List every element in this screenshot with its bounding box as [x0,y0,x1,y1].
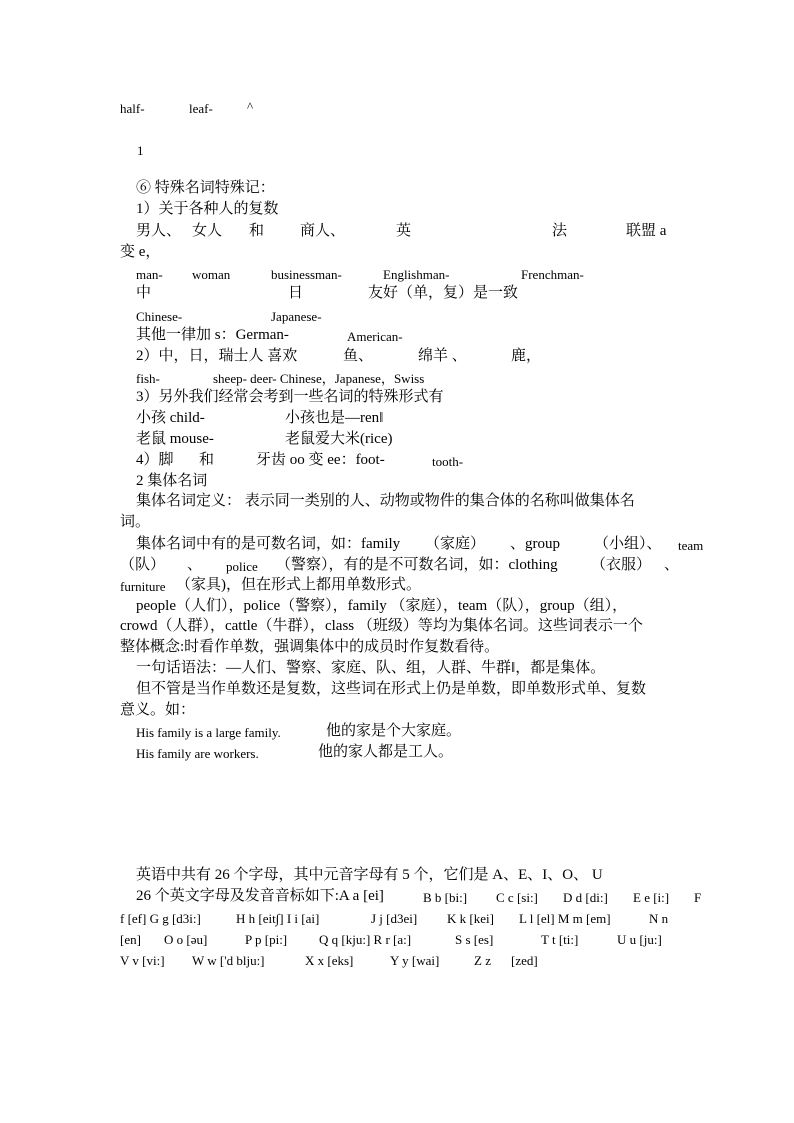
section-heading: ⑥ 特殊名词特殊记： [136,180,275,196]
text-segment: 法 [552,223,568,239]
text-segment: V v [vi:] [120,953,165,968]
text-segment: T t [ti:] [541,932,579,947]
text-segment: 和 [199,452,215,468]
text-line [0,537,794,555]
text-segment: L l [el] M m [em] [519,911,611,926]
text-line [0,558,794,576]
text-segment: （队） [120,557,166,573]
text-segment: 小孩 child- [136,410,205,426]
text-segment: O o [əu] [164,932,208,947]
text-segment: Englishman- [383,267,450,282]
text-line [0,328,794,346]
text-segment: police [226,559,258,574]
text-segment: （小组）、 [594,536,662,552]
text-segment: 其他一律加 s：German- [136,327,289,343]
text-line [0,224,794,242]
text-segment: 老鼠爱大米(rice) [285,431,393,447]
text-segment: 商人、 [300,223,346,239]
alphabet-line [0,933,794,949]
text-segment: 小孩也是—ren‖ [285,410,384,426]
text-line [0,268,794,284]
text-segment: 友好（单，复）是一致 [368,285,519,301]
text-line [0,349,794,367]
text-line: 词。 [120,514,151,530]
text-line [0,411,794,429]
text-line: 变 e， [120,244,161,260]
text-segment: 绵羊 、 [418,348,467,364]
text-segment: 、 [187,557,203,573]
text-segment: （家具)，但在形式上都用单数形式。 [176,577,421,593]
text-segment: X x [eks] [305,953,354,968]
text-segment: woman [192,267,231,282]
text-segment: 日 [288,285,304,301]
text-line: 但不管是当作单数还是复数，这些词在形式上仍是单数，即单数形式单、复数 [136,681,647,697]
text-line [0,310,794,326]
text-segment: Q q [kju:] R r [a:] [319,932,412,947]
alphabet-line [0,912,794,928]
text-segment: 4）脚 [136,452,174,468]
text-segment: 老鼠 mouse- [136,431,214,447]
text-segment: 2）中，日，瑞士人 喜欢 [136,348,298,364]
text-segment: 鹿， [511,348,542,364]
text-segment: furniture [120,579,166,594]
text-segment: F [694,890,702,905]
text-segment: （警察），有的是不可数名词，如：clothing [276,557,558,573]
example-sentence [0,745,794,763]
text-segment: B b [bi:] [423,890,468,905]
word-leaf: leaf- [189,101,213,116]
subsection-heading: 1）关于各种人的复数 [136,201,279,217]
text-segment: His family are workers. [136,746,259,761]
text-line [0,578,794,596]
text-segment: K k [kei] [447,911,494,926]
example-sentence [0,724,794,742]
text-segment: 男人、 [136,223,182,239]
section-heading: 2 集体名词 [136,473,208,489]
text-segment: W w ['d blju:] [192,953,265,968]
text-segment: [zed] [511,953,538,968]
text-segment: His family is a large family. [136,725,281,740]
text-segment: 英 [396,223,412,239]
text-segment: team [678,538,704,553]
text-segment: E e [i:] [633,890,670,905]
text-line: 英语中共有 26 个字母，其中元音字母有 5 个，它们是 A、E、I、O、 U [136,867,603,883]
text-line [0,99,794,118]
text-segment: C c [si:] [496,890,538,905]
text-line: 意义。如： [120,702,196,718]
text-segment: N n [649,911,669,926]
text-segment: P p [pi:] [245,932,288,947]
text-segment: H h [eit∫] I i [ai] [236,911,320,926]
text-segment: Frenchman- [521,267,584,282]
text-line: crowd（人群），cattle（牛群），class （班级）等均为集体名词。这些词表示一个 [120,618,643,634]
text-line: people（人们），police（警察），family （家庭），team（队），group（组）， [136,598,628,614]
text-segment: Japanese- [271,309,322,324]
text-segment: 、group [510,536,560,552]
text-segment: （衣服） [591,557,652,573]
text-line [0,432,794,450]
text-segment: S s [es] [455,932,494,947]
text-segment: （家庭） [425,536,486,552]
alphabet-line [0,889,794,907]
text-segment: Z z [474,953,491,968]
text-line: 集体名词定义： 表示同一类别的人、动物或物件的集合体的名称叫做集体名 [136,493,635,509]
text-segment: U u [ju:] [617,932,662,947]
text-segment: D d [di:] [563,890,608,905]
text-segment: man- [136,267,163,282]
text-segment: 和 [249,223,265,239]
text-segment: 他的家是个大家庭。 [326,723,462,739]
text-segment: Y y [wai] [390,953,440,968]
text-segment: 女人 [192,223,223,239]
text-segment: 他的家人都是工人。 [318,744,454,760]
text-line: 一句话语法：—人们、警察、家庭、队、组，人群、牛群‖，都是集体。 [136,660,606,676]
text-segment: 鱼、 [343,348,374,364]
page-number: 1 [137,143,144,158]
caret-mark: ^ [247,99,254,114]
text-segment: J j [d3ei] [371,911,418,926]
text-segment: 牙齿 oo 变 ee：foot- [256,452,385,468]
text-line: 整体概念:时看作单数，强调集体中的成员时作复数看待。 [120,639,500,655]
alphabet-line [0,954,794,970]
text-segment: 26 个英文字母及发音音标如下:A a [ei] [136,888,384,904]
text-segment: [en] [120,932,141,947]
text-segment: 集体名词中有的是可数名词，如：family [136,536,401,552]
text-segment: American- [347,329,403,344]
text-segment: sheep- deer- Chinese，Japanese，Swiss [213,371,425,386]
text-line [0,286,794,304]
text-segment: Chinese- [136,309,183,324]
text-segment: businessman- [271,267,342,282]
text-line [0,372,794,388]
text-segment: 联盟 a [626,223,667,239]
text-line [0,453,794,471]
text-segment: f [ef] G g [d3i:] [120,911,201,926]
text-line: 3）另外我们经常会考到一些名词的特殊形式有 [136,389,444,405]
text-segment: 中 [136,285,152,301]
text-segment: fish- [136,371,160,386]
text-segment: 、 [664,557,680,573]
text-segment: tooth- [432,454,464,469]
word-half: half- [120,101,145,116]
